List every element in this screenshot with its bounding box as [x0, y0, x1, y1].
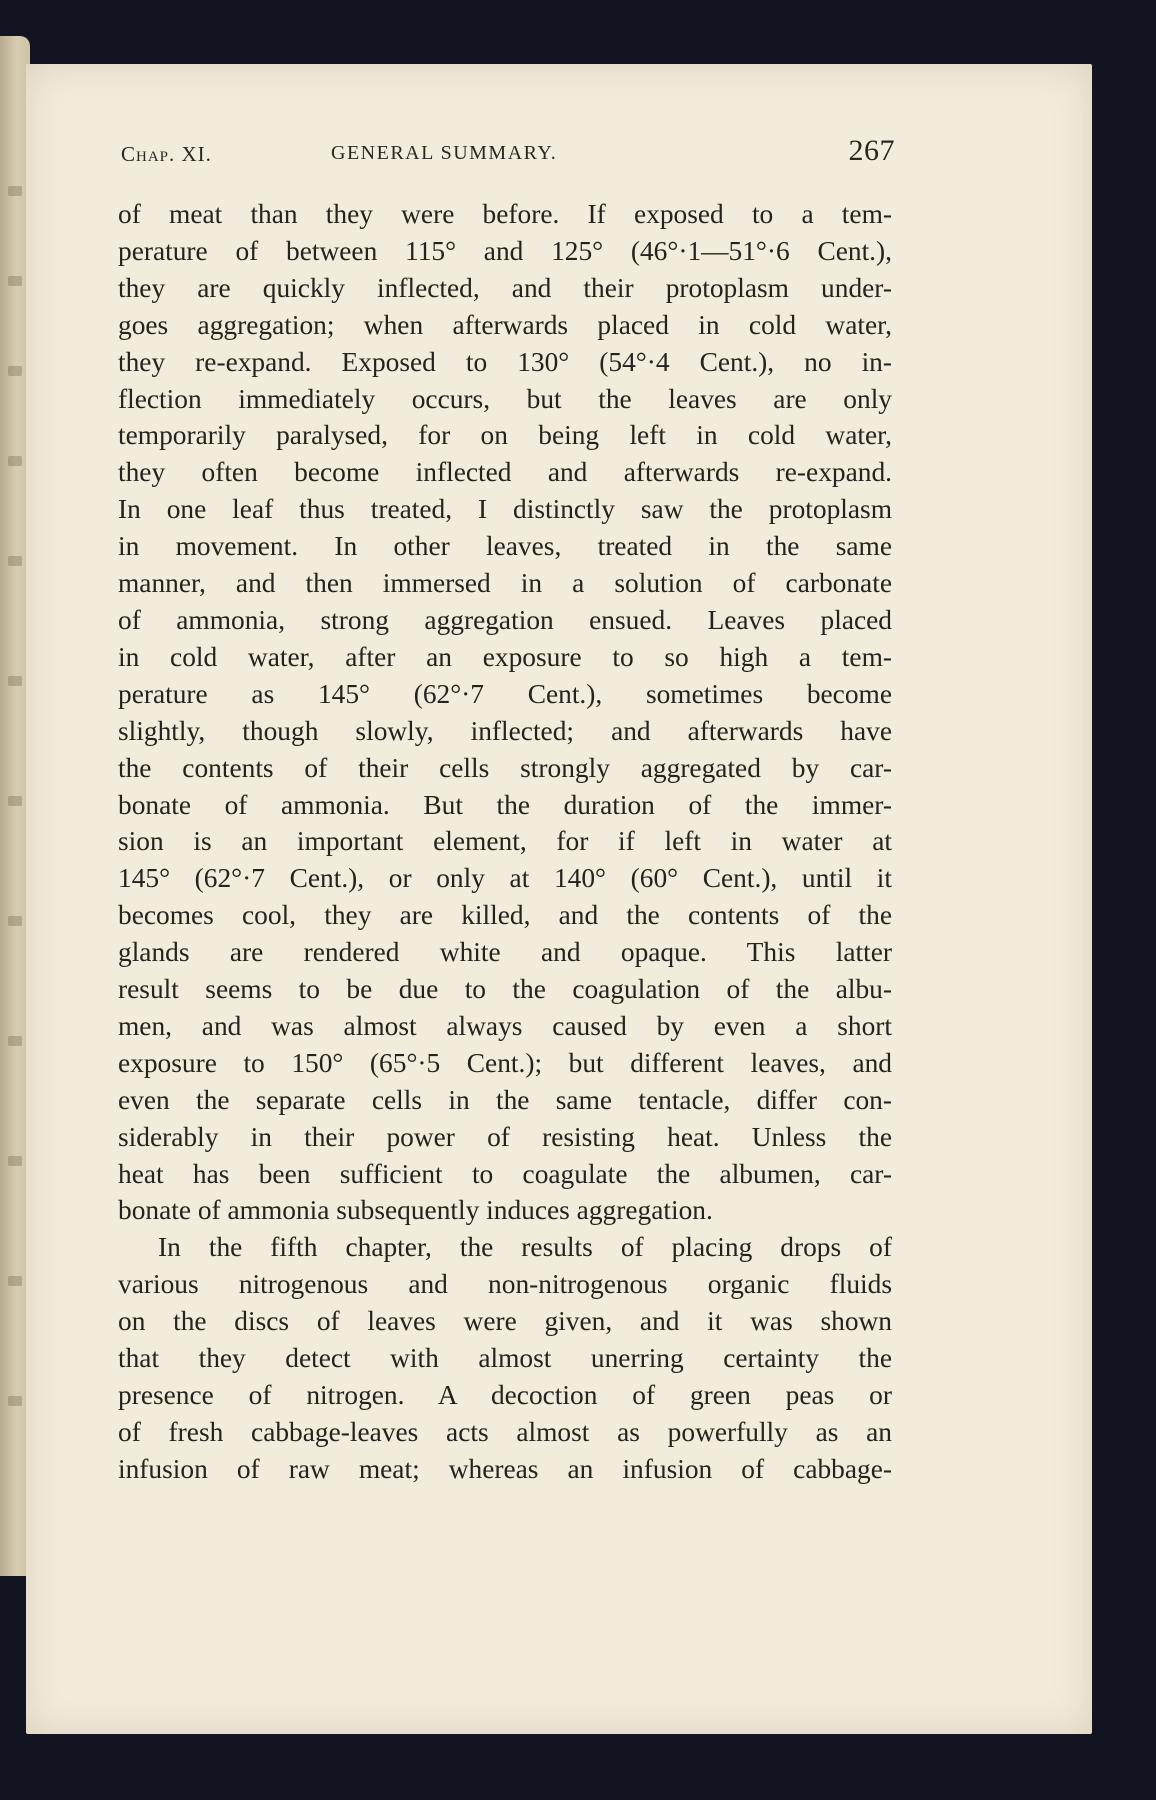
bleed-through-mark [8, 916, 22, 926]
text-line: they often become inflected and afterwards re-expand. [118, 457, 892, 488]
text-line: result seems to be due to the coagulation of the albu- [118, 974, 892, 1005]
text-line: presence of nitrogen. A decoction of green peas or [118, 1380, 892, 1410]
bleed-through-mark [8, 676, 22, 686]
text-line: in movement. In other leaves, treated in the same [118, 531, 892, 562]
text-line: on the discs of leaves were given, and it was shown [118, 1306, 892, 1337]
text-line: heat has been sufficient to coagulate the albumen, car- [118, 1158, 892, 1189]
text-line: 145° (62°·7 Cent.), or only at 140° (60° Cent.), until it [118, 863, 892, 894]
text-line: of meat than they were before. If exposed to a tem- [118, 199, 892, 229]
text-line: they are quickly inflected, and their protoplasm under- [118, 272, 892, 303]
text-line: temporarily paralysed, for on being left in cold water, [118, 420, 892, 451]
text-line: glands are rendered white and opaque. This latter [118, 937, 892, 968]
bleed-through-mark [8, 1396, 22, 1406]
text-line: exposure to 150° (65°·5 Cent.); but different leaves, and [118, 1047, 892, 1078]
text-line: men, and was almost always caused by even a short [118, 1010, 892, 1041]
text-line: of ammonia, strong aggregation ensued. Leaves placed [118, 604, 892, 635]
text-line: infusion of raw meat; whereas an infusion of cabbage- [118, 1453, 892, 1484]
text-line: In one leaf thus treated, I distinctly saw the protoplasm [118, 494, 892, 525]
text-line: becomes cool, they are killed, and the contents of the [118, 900, 892, 931]
text-line: siderably in their power of resisting heat. Unless the [118, 1121, 892, 1152]
bleed-through-mark [8, 186, 22, 196]
bleed-through-mark [8, 1276, 22, 1286]
text-line: the contents of their cells strongly aggregated by car- [118, 752, 892, 783]
text-line: of fresh cabbage-leaves acts almost as powerfully as an [118, 1416, 892, 1447]
bleed-through-mark [8, 796, 22, 806]
text-line: sion is an important element, for if left in water at [118, 826, 892, 857]
text-line: slightly, though slowly, inflected; and afterwards have [118, 715, 892, 746]
text-line: manner, and then immersed in a solution of carbonate [118, 568, 892, 599]
bleed-through-mark [8, 456, 22, 466]
text-line: in cold water, after an exposure to so high a tem- [118, 641, 892, 672]
text-line: bonate of ammonia. But the duration of the immer- [118, 789, 892, 820]
running-header [121, 130, 895, 190]
text-line: perature of between 115° and 125° (46°·1—51°·6 Cent.), [118, 235, 892, 266]
body-text [118, 196, 892, 1488]
text-line: various nitrogenous and non-nitrogenous organic fluids [118, 1269, 892, 1300]
bleed-through-mark [8, 366, 22, 376]
page-number: 267 [848, 134, 895, 167]
text-line: flection immediately occurs, but the leaves are only [118, 383, 892, 414]
text-line: bonate of ammonia subsequently induces aggregation. [118, 1195, 713, 1226]
text-line: goes aggregation; when afterwards placed in cold water, [118, 309, 892, 340]
section-title: GENERAL SUMMARY. [331, 142, 558, 164]
text-line: they re-expand. Exposed to 130° (54°·4 Cent.), no in- [118, 346, 892, 377]
text-line: perature as 145° (62°·7 Cent.), sometimes become [118, 678, 892, 709]
bleed-through-mark [8, 1036, 22, 1046]
chapter-label: Chap. XI. [121, 142, 212, 166]
text-line: even the separate cells in the same tentacle, differ con- [118, 1084, 892, 1115]
bleed-through-mark [8, 556, 22, 566]
text-line: that they detect with almost unerring certainty the [118, 1343, 892, 1374]
text-line: In the fifth chapter, the results of placing drops of [158, 1232, 892, 1263]
bleed-through-mark [8, 276, 22, 286]
bleed-through-mark [8, 1156, 22, 1166]
